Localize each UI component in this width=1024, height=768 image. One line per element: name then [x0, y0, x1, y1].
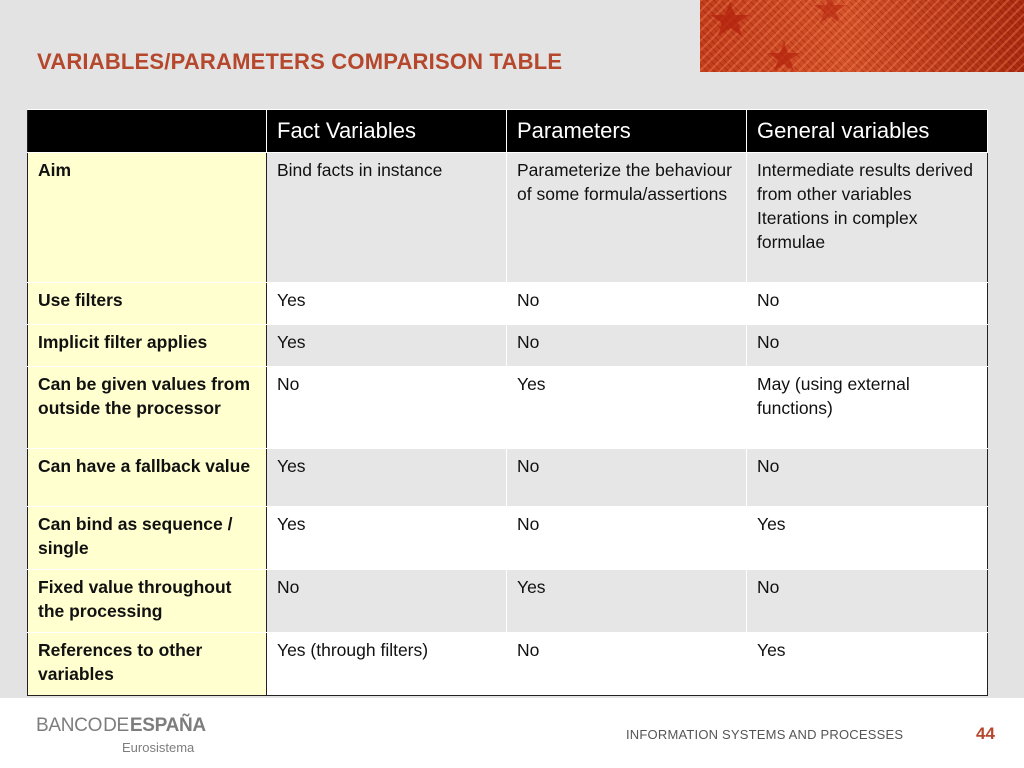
table-row: [28, 367, 988, 449]
table-row: [28, 570, 988, 633]
banco-de-espana-logo: [36, 715, 206, 755]
logo-subtitle: Eurosistema: [122, 740, 195, 755]
row-label: Aim: [28, 153, 267, 283]
table-cell: No: [747, 449, 988, 507]
table-cell: Yes (through filters): [267, 633, 507, 696]
star-icon: [700, 0, 1024, 72]
flag-banner-image: [700, 0, 1024, 72]
table-cell: Yes: [507, 570, 747, 633]
comparison-table: [27, 109, 988, 696]
table-cell: Yes: [267, 507, 507, 570]
row-label: Can have a fallback value: [28, 449, 267, 507]
table-cell: No: [507, 633, 747, 696]
table-cell: No: [507, 325, 747, 367]
logo-espana-text: ESPAÑA: [129, 715, 206, 736]
row-label: References to other variables: [28, 633, 267, 696]
table-cell: No: [507, 507, 747, 570]
table-cell: Yes: [267, 449, 507, 507]
table-row: [28, 325, 988, 367]
table-row: [28, 507, 988, 570]
logo-banco-text: BANCO: [36, 715, 103, 736]
table-cell: No: [507, 449, 747, 507]
table-cell: No: [267, 570, 507, 633]
table-cell: Parameterize the behaviour of some formula/assertions: [507, 153, 747, 283]
header-parameters: Parameters: [507, 110, 747, 153]
table-cell: No: [507, 283, 747, 325]
table-cell: No: [747, 325, 988, 367]
table-cell: May (using external functions): [747, 367, 988, 449]
footer-section-label: INFORMATION SYSTEMS AND PROCESSES: [626, 727, 904, 742]
table-header-row: [28, 110, 988, 153]
table-cell: Yes: [267, 325, 507, 367]
header-general-variables: General variables: [747, 110, 988, 153]
table-row: [28, 449, 988, 507]
slide-title: VARIABLES/PARAMETERS COMPARISON TABLE: [37, 49, 563, 74]
table-cell: No: [747, 283, 988, 325]
table-cell: No: [747, 570, 988, 633]
row-label: Use filters: [28, 283, 267, 325]
header-fact-variables: Fact Variables: [267, 110, 507, 153]
row-label: Fixed value throughout the processing: [28, 570, 267, 633]
table-cell: Yes: [267, 283, 507, 325]
table-row: [28, 633, 988, 696]
table-row: [28, 153, 988, 283]
table-cell: Intermediate results derived from other variables Iterations in complex formulae: [747, 153, 988, 283]
row-label: Can be given values from outside the processor: [28, 367, 267, 449]
footer: [0, 698, 1024, 768]
table-cell: Bind facts in instance: [267, 153, 507, 283]
row-label: Can bind as sequence / single: [28, 507, 267, 570]
page-number: 44: [976, 724, 995, 743]
table-cell: Yes: [747, 633, 988, 696]
row-label: Implicit filter applies: [28, 325, 267, 367]
logo-de-text: DE: [103, 715, 129, 736]
table-row: [28, 283, 988, 325]
table-cell: Yes: [507, 367, 747, 449]
table-cell: Yes: [747, 507, 988, 570]
table-cell: No: [267, 367, 507, 449]
header-corner-cell: [28, 110, 267, 153]
